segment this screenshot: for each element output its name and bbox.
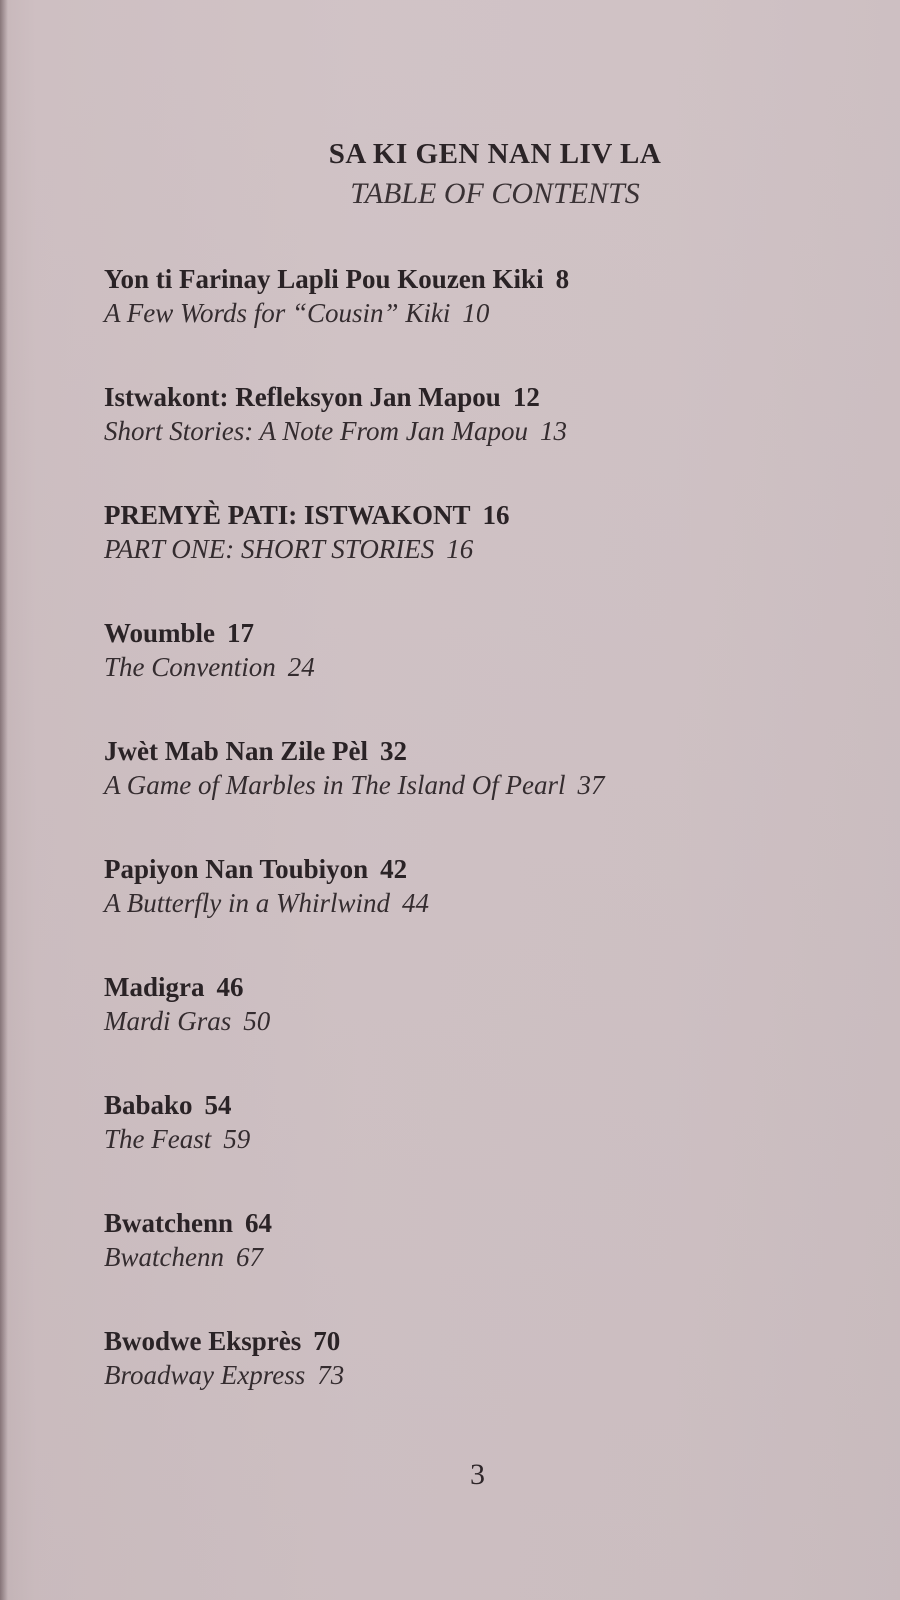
entry-title-text: Woumble xyxy=(104,618,216,648)
entry-subtitle xyxy=(104,532,864,566)
entry-subtitle xyxy=(104,768,864,802)
toc-entry xyxy=(104,852,864,970)
entry-title-page: 17 xyxy=(227,618,255,648)
entry-subtitle-page: 37 xyxy=(577,770,605,800)
entry-title-page: 46 xyxy=(216,972,244,1002)
entry-subtitle xyxy=(104,1358,864,1392)
entry-title-text: PREMYÈ PATI: ISTWAKONT xyxy=(104,500,471,530)
toc-entry xyxy=(104,380,864,498)
entry-subtitle-text: The Convention xyxy=(104,652,276,682)
entry-title xyxy=(104,852,864,886)
table-of-contents xyxy=(104,262,864,1442)
entry-subtitle-page: 50 xyxy=(243,1006,271,1036)
toc-entry xyxy=(104,734,864,852)
entry-subtitle-page: 24 xyxy=(287,652,315,682)
toc-entry xyxy=(104,1324,864,1442)
entry-subtitle-page: 16 xyxy=(446,534,474,564)
entry-title xyxy=(104,1324,864,1358)
entry-title-text: Papiyon Nan Toubiyon xyxy=(104,854,369,884)
entry-title-page: 42 xyxy=(380,854,408,884)
entry-subtitle-text: Broadway Express xyxy=(104,1360,306,1390)
entry-subtitle-text: PART ONE: SHORT STORIES xyxy=(104,534,435,564)
entry-title-text: Yon ti Farinay Lapli Pou Kouzen Kiki xyxy=(104,264,544,294)
entry-title-page: 54 xyxy=(204,1090,232,1120)
page-title: SA KI GEN NAN LIV LA xyxy=(328,138,662,170)
entry-title-text: Bwodwe Eksprès xyxy=(104,1326,302,1356)
entry-subtitle-page: 59 xyxy=(223,1124,251,1154)
entry-title-text: Istwakont: Refleksyon Jan Mapou xyxy=(104,382,501,412)
entry-title-text: Bwatchenn xyxy=(104,1208,234,1238)
entry-title-page: 12 xyxy=(512,382,540,412)
entry-title xyxy=(104,1206,864,1240)
entry-subtitle-text: Bwatchenn xyxy=(104,1242,224,1272)
toc-entry xyxy=(104,970,864,1088)
entry-subtitle-page: 67 xyxy=(235,1242,263,1272)
entry-subtitle xyxy=(104,1122,864,1156)
page-subtitle: TABLE OF CONTENTS xyxy=(350,177,640,210)
entry-subtitle xyxy=(104,414,864,448)
toc-entry xyxy=(104,1206,864,1324)
entry-title xyxy=(104,1088,864,1122)
entry-subtitle xyxy=(104,886,864,920)
entry-title-text: Madigra xyxy=(104,972,205,1002)
entry-subtitle-text: A Few Words for “Cousin” Kiki xyxy=(104,298,451,328)
entry-subtitle xyxy=(104,1240,864,1274)
entry-title xyxy=(104,262,864,296)
toc-header xyxy=(0,138,900,211)
entry-subtitle-text: A Game of Marbles in The Island Of Pearl xyxy=(104,770,566,800)
spine-shadow xyxy=(0,0,8,1600)
page-number: 3 xyxy=(470,1458,485,1491)
entry-title xyxy=(104,616,864,650)
entry-title-page: 16 xyxy=(482,500,510,530)
entry-subtitle-text: Short Stories: A Note From Jan Mapou xyxy=(104,416,528,446)
entry-subtitle-text: Mardi Gras xyxy=(104,1006,232,1036)
entry-subtitle-page: 73 xyxy=(317,1360,345,1390)
entry-title xyxy=(104,498,864,532)
entry-title-text: Jwèt Mab Nan Zile Pèl xyxy=(104,736,368,766)
toc-entry xyxy=(104,1088,864,1206)
entry-subtitle-page: 13 xyxy=(539,416,567,446)
entry-title-page: 8 xyxy=(555,264,570,294)
entry-subtitle xyxy=(104,296,864,330)
entry-title xyxy=(104,970,864,1004)
entry-title-page: 32 xyxy=(379,736,407,766)
entry-title-page: 64 xyxy=(245,1208,273,1238)
entry-title-text: Babako xyxy=(104,1090,193,1120)
entry-subtitle-page: 10 xyxy=(462,298,490,328)
entry-subtitle xyxy=(104,650,864,684)
entry-subtitle-text: A Butterfly in a Whirlwind xyxy=(104,888,390,918)
entry-title-page: 70 xyxy=(313,1326,341,1356)
toc-entry xyxy=(104,498,864,616)
entry-subtitle-text: The Feast xyxy=(104,1124,212,1154)
entry-title xyxy=(104,734,864,768)
entry-title xyxy=(104,380,864,414)
toc-entry xyxy=(104,262,864,380)
entry-subtitle xyxy=(104,1004,864,1038)
toc-entry xyxy=(104,616,864,734)
entry-subtitle-page: 44 xyxy=(402,888,429,918)
